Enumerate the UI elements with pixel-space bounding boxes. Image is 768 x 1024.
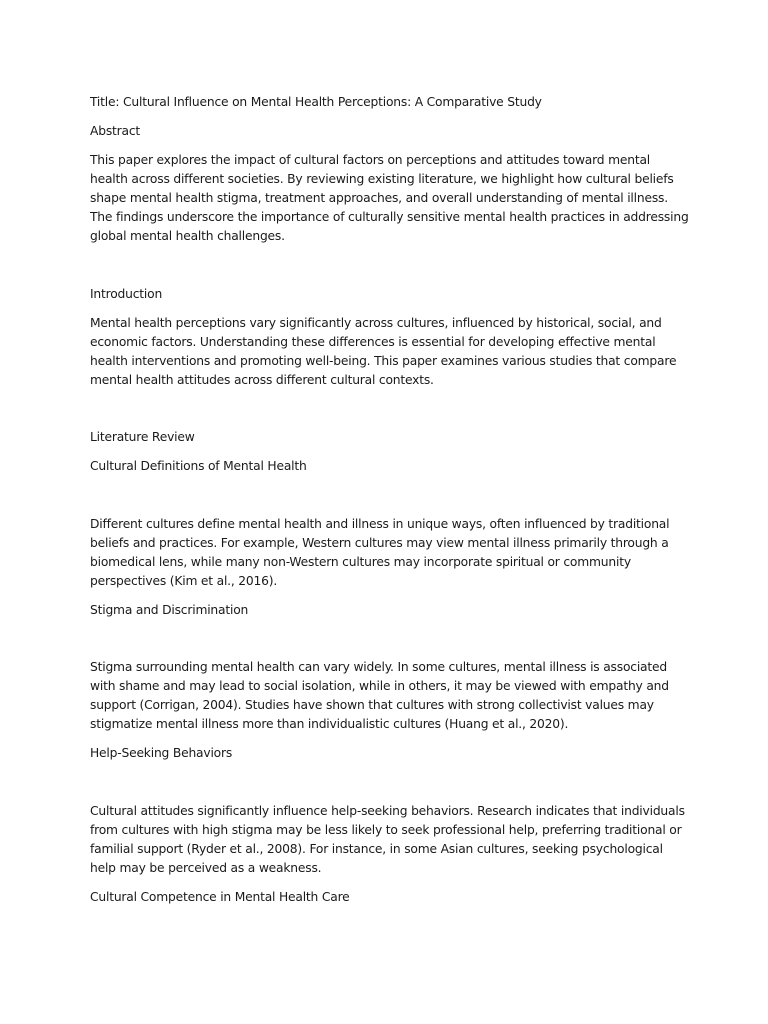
cultural-definitions-paragraph: Different cultures define mental health and illness in unique ways, often influenced by traditional beliefs and practices. For example, Western cultures may view mental illness primarily through a biomedical lens, while many non-Western cultures may incorporate spiritual or community perspectives (Kim et al., 2016). (90, 517, 670, 588)
help-seeking-paragraph: Cultural attitudes significantly influence help-seeking behaviors. Research indicates that individuals from cultures with high stigma may be less likely to seek professional help, preferring traditional or familial support (Ryder et al., 2008). For instance, in some Asian cultures, seeking psychological help may be perceived as a weakness. (90, 804, 685, 875)
cultural-definitions-heading: Cultural Definitions of Mental Health (90, 459, 307, 473)
help-seeking-heading: Help-Seeking Behaviors (90, 746, 233, 760)
literature-review-heading: Literature Review (90, 430, 195, 444)
introduction-paragraph: Mental health perceptions vary significantly across cultures, influenced by historical, social, and economic factors. Understanding these differences is essential for developing effective mental health interventions and promoting well-being. This paper examines various studies that compare mental health attitudes across different cultural contexts. (90, 316, 677, 387)
abstract-paragraph: This paper explores the impact of cultural factors on perceptions and attitudes toward mental health across different societies. By reviewing existing literature, we highlight how cultural beliefs shape mental health stigma, treatment approaches, and overall understanding of mental illness. The findings underscore the importance of culturally sensitive mental health practices in addressing global mental health challenges. (90, 153, 689, 243)
stigma-heading: Stigma and Discrimination (90, 603, 249, 617)
introduction-heading: Introduction (90, 287, 163, 301)
stigma-paragraph: Stigma surrounding mental health can vary widely. In some cultures, mental illness is associated with shame and may lead to social isolation, while in others, it may be viewed with empathy and support (Corrigan, 2004). Studies have shown that cultures with strong collectivist values may stigmatize mental illness more than individualistic cultures (Huang et al., 2020). (90, 660, 669, 731)
cultural-competence-heading: Cultural Competence in Mental Health Care (90, 890, 350, 904)
document-title: Title: Cultural Influence on Mental Health Perceptions: A Comparative Study (90, 95, 542, 109)
abstract-heading: Abstract (90, 124, 141, 138)
